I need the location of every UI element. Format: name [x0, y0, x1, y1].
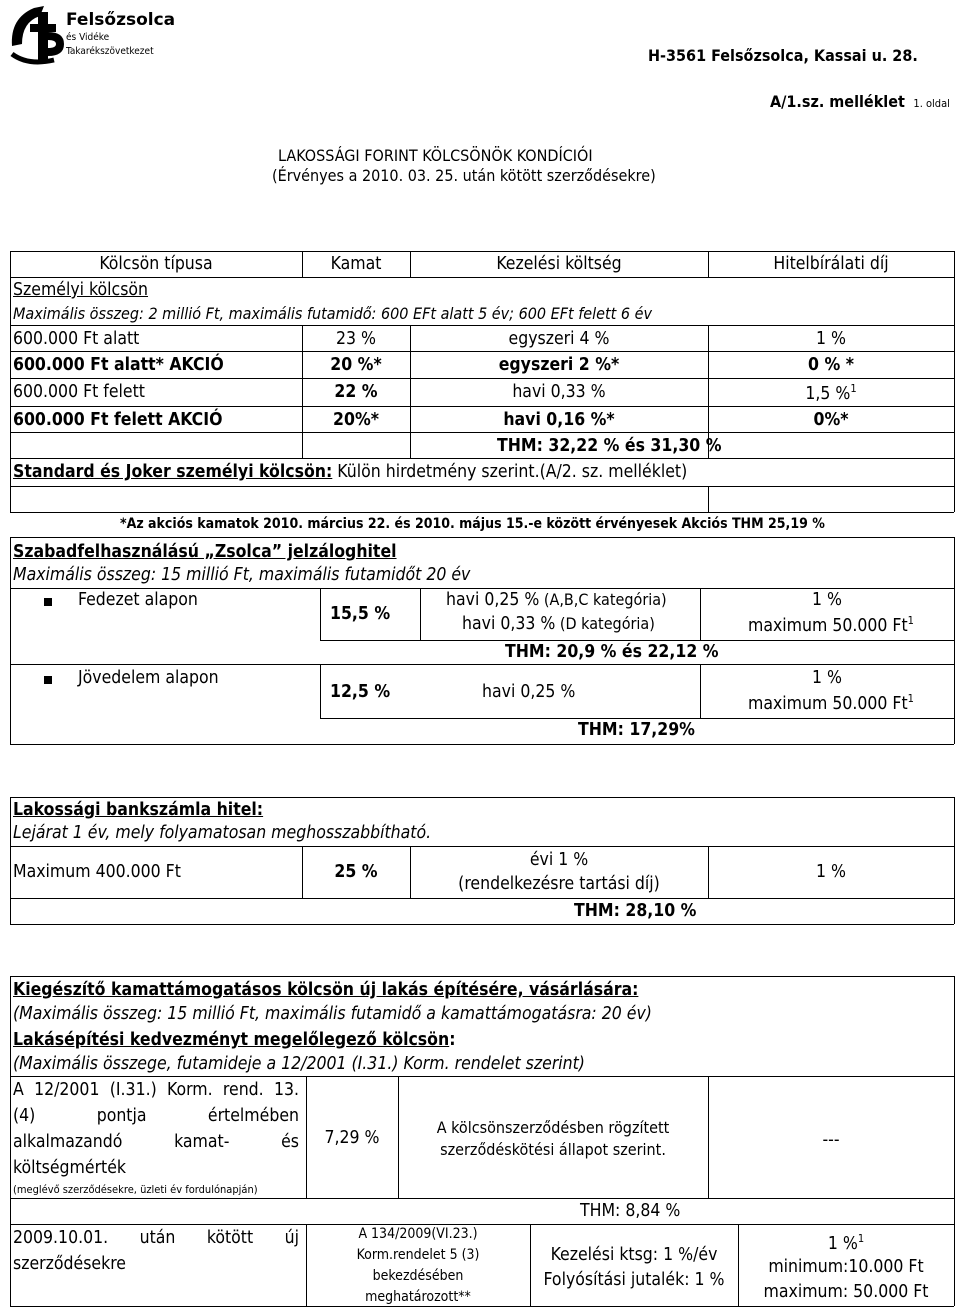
standard-joker-note: Standard és Joker személyi kölcsön: Külön hirdetmény szerint.(A/2. sz. melléklet) [13, 462, 688, 482]
fedezet-fee-abc: havi 0,25 % (A,B,C kategória) [446, 590, 667, 610]
jovedelem-rate: 12,5 % [330, 682, 391, 702]
col-header-type: Kölcsön típusa [99, 254, 213, 274]
housing-desc: (Maximális összeg: 15 millió Ft, maximális futamidő a kamattámogatásra: 20 év) [13, 1004, 652, 1024]
housing-thm: THM: 8,84 % [580, 1201, 681, 1221]
company-logo [8, 2, 176, 66]
jovedelem-fee: havi 0,25 % [482, 682, 576, 702]
fedezet-rate: 15,5 % [330, 604, 391, 624]
overdraft-max: Maximum 400.000 Ft [13, 862, 181, 882]
jovedelem-review: 1 % [812, 668, 842, 688]
fedezet-fee-d: havi 0,33 % (D kategória) [462, 614, 655, 634]
overdraft-fee: évi 1 % [529, 850, 589, 870]
page-title: LAKOSSÁGI FORINT KÖLCSÖNÖK KONDÍCIÓI [278, 146, 593, 165]
section-personal-loan: Személyi kölcsön [13, 280, 149, 300]
col-header-rate: Kamat [330, 254, 382, 274]
overdraft-rate: 25 % [334, 862, 378, 882]
mortgage-title: Szabadfelhasználású „Zsolca” jelzáloghitel [13, 542, 397, 562]
logo-name: Felsőzsolca [66, 10, 176, 30]
personal-loan-desc: Maximális összeg: 2 millió Ft, maximális futamidő: 600 EFt alatt 5 év; 600 EFt felett 6 év [13, 304, 652, 323]
jovedelem-review-max: maximum 50.000 Ft$^1$ [748, 692, 914, 714]
col-header-review: Hitelbírálati díj [773, 254, 889, 274]
personal-loan-thm: THM: 32,22 % és 31,30 % [497, 436, 722, 456]
fedezet-review: 1 % [812, 590, 842, 610]
overdraft-title: Lakossági bankszámla hitel: [13, 800, 264, 820]
promo-note: *Az akciós kamatok 2010. március 22. és 2010. május 15.-e között érvényesek Akciós THM 25,19 % [120, 516, 825, 532]
annex-label: A/1.sz. melléklet 1. oldal [770, 92, 950, 111]
bullet-icon [44, 598, 52, 606]
overdraft-fee-note: (rendelkezésre tartási díj) [458, 874, 660, 894]
bullet-icon [44, 676, 52, 684]
page-subtitle: (Érvényes a 2010. 03. 25. után kötött szerződésekre) [272, 166, 656, 185]
logo-subline2: Takarékszövetkezet [66, 46, 154, 57]
jovedelem-label: Jövedelem alapon [78, 668, 219, 688]
jovedelem-thm: THM: 17,29% [578, 720, 695, 740]
bank-address: H-3561 Felsőzsolca, Kassai u. 28. [648, 46, 918, 65]
fedezet-review-max: maximum 50.000 Ft$^1$ [748, 614, 914, 636]
overdraft-review: 1 % [816, 862, 846, 882]
fedezet-thm: THM: 20,9 % és 22,12 % [505, 642, 719, 662]
mortgage-desc: Maximális összeg: 15 millió Ft, maximális futamidőt 20 év [13, 565, 471, 585]
col-header-fee: Kezelési költség [496, 254, 622, 274]
fedezet-label: Fedezet alapon [78, 590, 198, 610]
housing-title: Kiegészítő kamattámogatásos kölcsön új lakás építésére, vásárlására: [13, 980, 639, 1000]
housing-title2: Lakásépítési kedvezményt megelőlegező kölcsön: [13, 1030, 456, 1050]
housing-desc2: (Maximális összege, futamideje a 12/2001 (I.31.) Korm. rendelet szerint) [13, 1054, 585, 1074]
overdraft-thm: THM: 28,10 % [574, 901, 697, 921]
logo-subline: és Vidéke [66, 32, 110, 43]
overdraft-desc: Lejárat 1 év, mely folyamatosan meghosszabbítható. [13, 823, 432, 843]
